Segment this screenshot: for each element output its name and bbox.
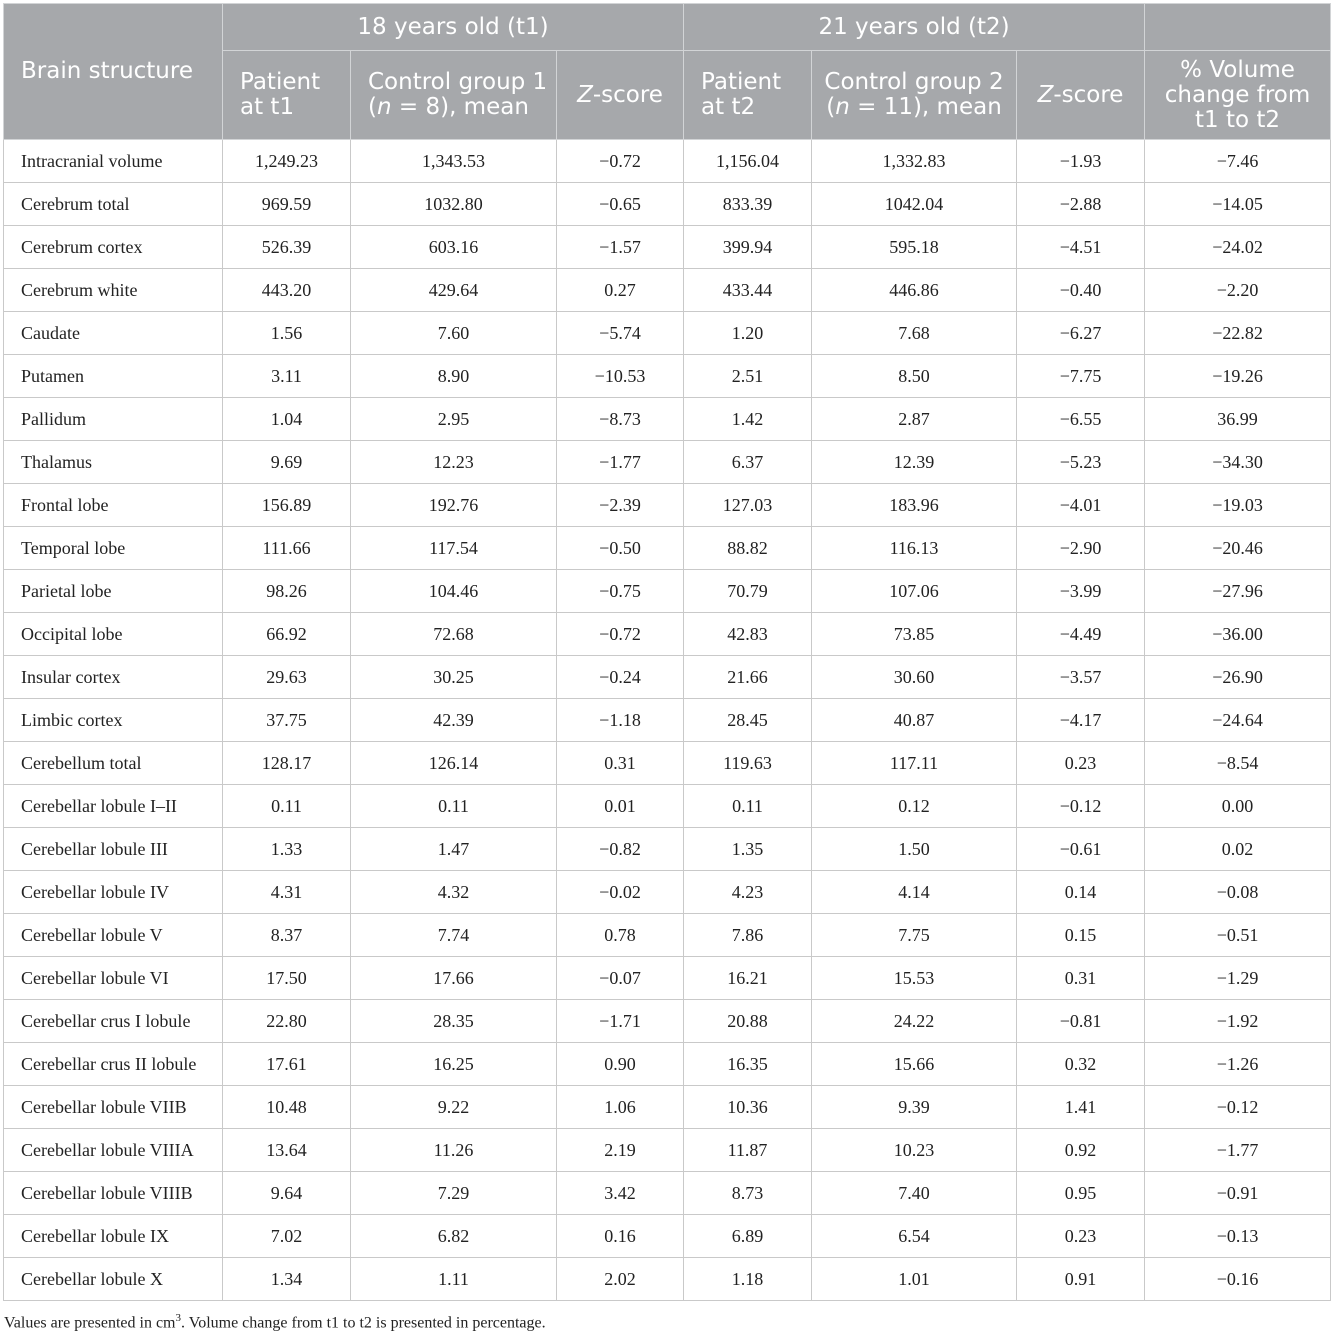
table-cell: 2.51: [684, 355, 812, 398]
table-cell: 119.63: [684, 742, 812, 785]
row-label: Cerebellar lobule X: [4, 1258, 223, 1301]
table-row: [4, 1172, 1331, 1215]
table-cell: −0.72: [557, 613, 684, 656]
table-cell: 0.23: [1017, 742, 1145, 785]
table-cell: 8.90: [351, 355, 557, 398]
table-cell: 1.56: [223, 312, 351, 355]
table-cell: 526.39: [223, 226, 351, 269]
table-cell: 7.75: [812, 914, 1017, 957]
table-cell: −7.75: [1017, 355, 1145, 398]
table-row: [4, 398, 1331, 441]
table-cell: 2.19: [557, 1129, 684, 1172]
table-cell: 28.45: [684, 699, 812, 742]
table-cell: −1.29: [1145, 957, 1331, 1000]
table-cell: −22.82: [1145, 312, 1331, 355]
table-cell: 8.73: [684, 1172, 812, 1215]
row-label: Cerebellar lobule III: [4, 828, 223, 871]
table-cell: −0.65: [557, 183, 684, 226]
table-cell: −6.27: [1017, 312, 1145, 355]
table-cell: −1.77: [1145, 1129, 1331, 1172]
table-cell: 1.35: [684, 828, 812, 871]
table-cell: −0.08: [1145, 871, 1331, 914]
table-cell: −4.17: [1017, 699, 1145, 742]
table-row: [4, 871, 1331, 914]
table-cell: 0.11: [223, 785, 351, 828]
table-cell: −0.02: [557, 871, 684, 914]
table-cell: 443.20: [223, 269, 351, 312]
table-cell: 21.66: [684, 656, 812, 699]
header-z-score-t1: Z-score: [557, 51, 684, 140]
table-cell: 104.46: [351, 570, 557, 613]
table-cell: 1,156.04: [684, 140, 812, 183]
table-cell: −1.77: [557, 441, 684, 484]
table-row: [4, 183, 1331, 226]
table-cell: −0.75: [557, 570, 684, 613]
table-cell: 70.79: [684, 570, 812, 613]
table-cell: −36.00: [1145, 613, 1331, 656]
table-cell: 42.83: [684, 613, 812, 656]
table-cell: 0.27: [557, 269, 684, 312]
table-cell: 8.37: [223, 914, 351, 957]
table-cell: 1,343.53: [351, 140, 557, 183]
table-cell: 12.23: [351, 441, 557, 484]
table-cell: 30.25: [351, 656, 557, 699]
table-cell: 24.22: [812, 1000, 1017, 1043]
table-cell: 7.74: [351, 914, 557, 957]
table-cell: 7.86: [684, 914, 812, 957]
table-cell: 156.89: [223, 484, 351, 527]
table-cell: −14.05: [1145, 183, 1331, 226]
table-cell: 7.68: [812, 312, 1017, 355]
header-patient-t2: Patient at t2: [684, 51, 812, 140]
table-row: [4, 914, 1331, 957]
table-cell: −0.50: [557, 527, 684, 570]
table-cell: 1.47: [351, 828, 557, 871]
table-cell: 0.16: [557, 1215, 684, 1258]
table-cell: 0.91: [1017, 1258, 1145, 1301]
table-cell: −6.55: [1017, 398, 1145, 441]
table-cell: 183.96: [812, 484, 1017, 527]
table-row: [4, 355, 1331, 398]
table-cell: −34.30: [1145, 441, 1331, 484]
table-row: [4, 1129, 1331, 1172]
table-cell: 6.82: [351, 1215, 557, 1258]
row-label: Frontal lobe: [4, 484, 223, 527]
table-cell: 17.50: [223, 957, 351, 1000]
table-row: [4, 269, 1331, 312]
table-cell: 3.11: [223, 355, 351, 398]
row-label: Cerebellum total: [4, 742, 223, 785]
table-cell: −4.49: [1017, 613, 1145, 656]
table-cell: 192.76: [351, 484, 557, 527]
row-label: Cerebrum white: [4, 269, 223, 312]
table-row: [4, 484, 1331, 527]
table-cell: 126.14: [351, 742, 557, 785]
table-cell: 1042.04: [812, 183, 1017, 226]
table-cell: 7.29: [351, 1172, 557, 1215]
row-label: Cerebellar lobule V: [4, 914, 223, 957]
table-cell: 88.82: [684, 527, 812, 570]
table-cell: 3.42: [557, 1172, 684, 1215]
row-label: Cerebellar crus I lobule: [4, 1000, 223, 1043]
table-cell: 9.39: [812, 1086, 1017, 1129]
table-cell: 1.20: [684, 312, 812, 355]
table-footnote: Values are presented in $cm^3$. Volume change from t1 to t2 is presented in percentage.: [4, 1312, 546, 1332]
table-row: [4, 828, 1331, 871]
table-cell: −24.02: [1145, 226, 1331, 269]
row-label: Intracranial volume: [4, 140, 223, 183]
table-cell: 833.39: [684, 183, 812, 226]
row-label: Limbic cortex: [4, 699, 223, 742]
table-row: [4, 1258, 1331, 1301]
table-cell: −0.40: [1017, 269, 1145, 312]
table-cell: 0.78: [557, 914, 684, 957]
table-cell: 0.31: [1017, 957, 1145, 1000]
table-cell: −26.90: [1145, 656, 1331, 699]
row-label: Parietal lobe: [4, 570, 223, 613]
table-cell: −8.73: [557, 398, 684, 441]
table-cell: −0.61: [1017, 828, 1145, 871]
table-cell: 0.92: [1017, 1129, 1145, 1172]
table-row: [4, 1000, 1331, 1043]
header-group-t1: 18 years old (t1): [223, 4, 684, 51]
table-cell: 128.17: [223, 742, 351, 785]
table-cell: −7.46: [1145, 140, 1331, 183]
table-cell: −2.88: [1017, 183, 1145, 226]
brain-volume-table: [3, 3, 1331, 1301]
table-row: [4, 957, 1331, 1000]
table-cell: 17.61: [223, 1043, 351, 1086]
row-label: Cerebrum cortex: [4, 226, 223, 269]
table-cell: −1.92: [1145, 1000, 1331, 1043]
table-cell: 595.18: [812, 226, 1017, 269]
row-label: Cerebrum total: [4, 183, 223, 226]
table-cell: 0.14: [1017, 871, 1145, 914]
table-cell: −20.46: [1145, 527, 1331, 570]
table-cell: 1.41: [1017, 1086, 1145, 1129]
table-cell: 40.87: [812, 699, 1017, 742]
row-label: Cerebellar lobule IV: [4, 871, 223, 914]
table-cell: −0.81: [1017, 1000, 1145, 1043]
table-cell: 116.13: [812, 527, 1017, 570]
table-cell: 73.85: [812, 613, 1017, 656]
table-cell: 399.94: [684, 226, 812, 269]
table-cell: 28.35: [351, 1000, 557, 1043]
table-cell: 2.95: [351, 398, 557, 441]
table-cell: 429.64: [351, 269, 557, 312]
table-cell: 0.90: [557, 1043, 684, 1086]
header-group-t2: 21 years old (t2): [684, 4, 1145, 51]
table-cell: −4.01: [1017, 484, 1145, 527]
table-cell: 1.11: [351, 1258, 557, 1301]
table-cell: 0.11: [351, 785, 557, 828]
table-cell: 1.42: [684, 398, 812, 441]
table-row: [4, 1043, 1331, 1086]
table-cell: −1.26: [1145, 1043, 1331, 1086]
table-row: [4, 742, 1331, 785]
table-cell: 13.64: [223, 1129, 351, 1172]
row-label: Cerebellar lobule IX: [4, 1215, 223, 1258]
table-cell: 36.99: [1145, 398, 1331, 441]
table-row: [4, 1086, 1331, 1129]
table-cell: 4.31: [223, 871, 351, 914]
table-cell: 30.60: [812, 656, 1017, 699]
table-header: [4, 4, 1331, 140]
table-row: [4, 1215, 1331, 1258]
table-cell: 10.48: [223, 1086, 351, 1129]
table-row: [4, 699, 1331, 742]
row-label: Cerebellar lobule VIIIB: [4, 1172, 223, 1215]
table-cell: −1.57: [557, 226, 684, 269]
table-cell: 0.02: [1145, 828, 1331, 871]
table-cell: 0.23: [1017, 1215, 1145, 1258]
table-cell: −1.71: [557, 1000, 684, 1043]
table-row: [4, 785, 1331, 828]
table-cell: −5.23: [1017, 441, 1145, 484]
table-cell: 1.34: [223, 1258, 351, 1301]
row-label: Cerebellar lobule I–II: [4, 785, 223, 828]
table-cell: 4.23: [684, 871, 812, 914]
table-cell: −4.51: [1017, 226, 1145, 269]
header-control-group-2: Control group 2 (n = 11), mean: [812, 51, 1017, 140]
table-cell: 969.59: [223, 183, 351, 226]
table-cell: −0.13: [1145, 1215, 1331, 1258]
table-cell: 9.64: [223, 1172, 351, 1215]
table-cell: 6.89: [684, 1215, 812, 1258]
row-label: Putamen: [4, 355, 223, 398]
table-cell: 10.23: [812, 1129, 1017, 1172]
header-empty: [1145, 4, 1331, 51]
table-cell: 117.11: [812, 742, 1017, 785]
table-cell: 111.66: [223, 527, 351, 570]
table-cell: 1.18: [684, 1258, 812, 1301]
table-cell: −2.39: [557, 484, 684, 527]
table-row: [4, 656, 1331, 699]
table-row: [4, 527, 1331, 570]
row-label: Occipital lobe: [4, 613, 223, 656]
row-label: Cerebellar lobule VIIIA: [4, 1129, 223, 1172]
table-cell: −1.18: [557, 699, 684, 742]
row-label: Cerebellar lobule VIIB: [4, 1086, 223, 1129]
table-cell: 66.92: [223, 613, 351, 656]
header-volume-change: % Volume change from t1 to t2: [1145, 51, 1331, 140]
table-cell: −8.54: [1145, 742, 1331, 785]
table-cell: −24.64: [1145, 699, 1331, 742]
table-cell: 1.33: [223, 828, 351, 871]
table-cell: 107.06: [812, 570, 1017, 613]
table-cell: 16.21: [684, 957, 812, 1000]
row-label: Cerebellar lobule VI: [4, 957, 223, 1000]
table-cell: 15.66: [812, 1043, 1017, 1086]
header-z-score-t2: Z-score: [1017, 51, 1145, 140]
table-cell: 9.22: [351, 1086, 557, 1129]
table-cell: 433.44: [684, 269, 812, 312]
table-cell: 7.60: [351, 312, 557, 355]
table-cell: 9.69: [223, 441, 351, 484]
table-cell: 1032.80: [351, 183, 557, 226]
table-cell: 15.53: [812, 957, 1017, 1000]
table-cell: 0.31: [557, 742, 684, 785]
table-row: [4, 613, 1331, 656]
table-cell: 7.02: [223, 1215, 351, 1258]
table-cell: −3.99: [1017, 570, 1145, 613]
table-cell: −0.07: [557, 957, 684, 1000]
table-cell: −0.72: [557, 140, 684, 183]
table-cell: 1.04: [223, 398, 351, 441]
header-patient-t1: Patient at t1: [223, 51, 351, 140]
header-control-group-1: Control group 1 (n = 8), mean: [351, 51, 557, 140]
table-cell: 6.54: [812, 1215, 1017, 1258]
table-cell: 11.87: [684, 1129, 812, 1172]
table-cell: 17.66: [351, 957, 557, 1000]
table-cell: 6.37: [684, 441, 812, 484]
table-cell: 0.15: [1017, 914, 1145, 957]
table-cell: −27.96: [1145, 570, 1331, 613]
table-cell: −0.24: [557, 656, 684, 699]
table-cell: 42.39: [351, 699, 557, 742]
table-cell: 0.00: [1145, 785, 1331, 828]
table-cell: 0.32: [1017, 1043, 1145, 1086]
table-cell: 0.95: [1017, 1172, 1145, 1215]
table-cell: −3.57: [1017, 656, 1145, 699]
table-cell: −19.26: [1145, 355, 1331, 398]
table-cell: 4.14: [812, 871, 1017, 914]
table-cell: −10.53: [557, 355, 684, 398]
table-cell: −19.03: [1145, 484, 1331, 527]
table-cell: −5.74: [557, 312, 684, 355]
table-cell: −0.82: [557, 828, 684, 871]
table-body: [4, 140, 1331, 1301]
row-label: Cerebellar crus II lobule: [4, 1043, 223, 1086]
table-cell: −0.91: [1145, 1172, 1331, 1215]
table-container: [3, 3, 1330, 1301]
table-cell: 0.01: [557, 785, 684, 828]
table-cell: 0.11: [684, 785, 812, 828]
table-cell: 446.86: [812, 269, 1017, 312]
table-cell: 16.35: [684, 1043, 812, 1086]
header-brain-structure: Brain structure: [4, 4, 223, 140]
table-cell: 1,332.83: [812, 140, 1017, 183]
table-row: [4, 441, 1331, 484]
table-cell: 8.50: [812, 355, 1017, 398]
table-cell: 29.63: [223, 656, 351, 699]
table-cell: 1.06: [557, 1086, 684, 1129]
table-cell: 0.12: [812, 785, 1017, 828]
table-cell: 117.54: [351, 527, 557, 570]
table-row: [4, 226, 1331, 269]
table-cell: 72.68: [351, 613, 557, 656]
table-cell: 127.03: [684, 484, 812, 527]
table-cell: 2.87: [812, 398, 1017, 441]
table-row: [4, 140, 1331, 183]
row-label: Insular cortex: [4, 656, 223, 699]
table-cell: 1.01: [812, 1258, 1017, 1301]
table-cell: −0.12: [1145, 1086, 1331, 1129]
table-cell: 11.26: [351, 1129, 557, 1172]
table-row: [4, 312, 1331, 355]
table-cell: 2.02: [557, 1258, 684, 1301]
table-cell: 7.40: [812, 1172, 1017, 1215]
table-row: [4, 570, 1331, 613]
table-cell: 12.39: [812, 441, 1017, 484]
table-cell: 37.75: [223, 699, 351, 742]
table-cell: −2.20: [1145, 269, 1331, 312]
row-label: Pallidum: [4, 398, 223, 441]
table-cell: −0.12: [1017, 785, 1145, 828]
table-cell: 16.25: [351, 1043, 557, 1086]
table-cell: 22.80: [223, 1000, 351, 1043]
row-label: Thalamus: [4, 441, 223, 484]
table-cell: 98.26: [223, 570, 351, 613]
table-cell: −0.51: [1145, 914, 1331, 957]
table-cell: 1,249.23: [223, 140, 351, 183]
table-cell: 603.16: [351, 226, 557, 269]
table-cell: 10.36: [684, 1086, 812, 1129]
table-cell: −1.93: [1017, 140, 1145, 183]
row-label: Temporal lobe: [4, 527, 223, 570]
table-cell: −0.16: [1145, 1258, 1331, 1301]
table-cell: 1.50: [812, 828, 1017, 871]
row-label: Caudate: [4, 312, 223, 355]
table-cell: −2.90: [1017, 527, 1145, 570]
table-cell: 4.32: [351, 871, 557, 914]
table-cell: 20.88: [684, 1000, 812, 1043]
